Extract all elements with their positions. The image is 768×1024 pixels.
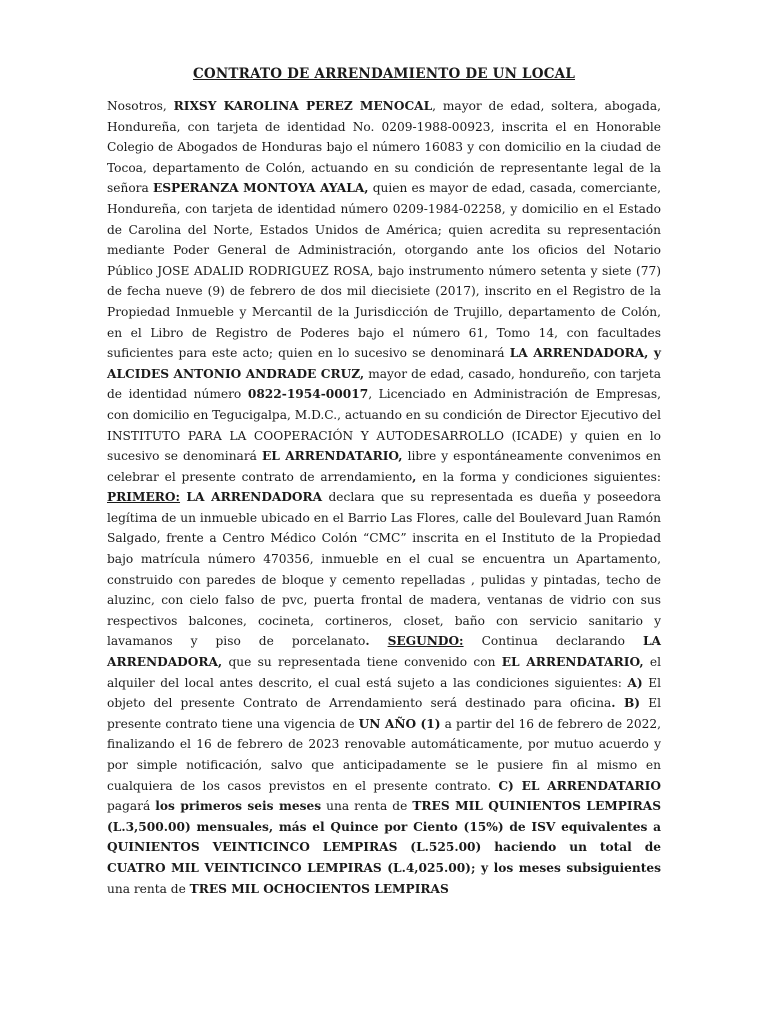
text-run: Continua declarando: [463, 634, 643, 649]
text-run: ,: [412, 469, 417, 484]
text-run: . B): [611, 696, 641, 711]
text-run: una renta de: [107, 881, 190, 896]
text-run: , mayor de edad, soltera, abogada, Hondureña, con tarjeta de identidad No. 0209-1988-00923, inscrita el en Honorable Colegio de Abogados de Honduras bajo el número 16083 y con domicilio en la ciudad de Tocoa, departamento de Colón, actuando en su condición de representante legal de la señora: [107, 99, 661, 196]
text-run: EL ARRENDATARIO,: [261, 449, 403, 464]
text-run: pagará: [107, 799, 156, 814]
text-run: UN AÑO (1): [358, 716, 441, 731]
text-run: ESPERANZA MONTOYA AYALA,: [152, 181, 369, 196]
text-run: A): [627, 675, 643, 690]
text-run: libre y espontáneamente convenimos en celebrar el presente contrato de arrendamiento: [107, 449, 661, 484]
text-run: El objeto del presente Contrato de Arrendamiento será destinado para oficina: [107, 675, 661, 711]
text-run: mayor de edad, casado, hondureño, con tarjeta de identidad número: [107, 366, 661, 402]
document-title: CONTRATO DE ARRENDAMIENTO DE UN LOCAL: [192, 66, 576, 82]
text-run: .: [365, 634, 370, 649]
text-run: TRES MIL QUINIENTOS LEMPIRAS (L.3,500.00) mensuales, más el Quince por Ciento (15%) de ISV equivalentes a QUINIENTOS VEINTICINCO LEMPIRAS (L.525.00) haciendo un total de CUATRO MIL VEINTICINCO LEMPIRAS (L.4,025.00); y los meses subsiguientes: [107, 799, 662, 875]
text-run: declara que su representada es dueña y poseedora legítima de un inmueble ubicado en el Barrio Las Flores, calle del Boulevard Juan Ramón Salgado, frente a Centro Médico Colón “CMC” inscrita en el Instituto de la Propiedad bajo matrícula número 470356, inmueble en el cual se encuentra un Apartamento, construido con paredes de bloque y cemento repelladas , pulidas y pintadas, techo de aluzinc, con cielo falso de pvc, puerta frontal de madera, ventanas de vidrio con sus respectivos balcones, cocineta, cortineros, closet, baño con servicio sanitario y lavamanos y piso de porcelanato: [107, 490, 661, 649]
text-run: EL ARRENDATARIO,: [501, 655, 644, 670]
text-run: los primeros seis meses: [155, 799, 322, 814]
text-run: LA ARRENDADORA, y ALCIDES ANTONIO ANDRADE CRUZ,: [107, 346, 661, 381]
text-run: en la forma y condiciones siguientes:: [416, 469, 661, 484]
text-run: el alquiler del local antes descrito, el cual está sujeto a las condiciones siguientes:: [107, 655, 661, 690]
text-run: SEGUNDO:: [387, 634, 464, 649]
text-run: TRES MIL OCHOCIENTOS LEMPIRAS: [189, 881, 449, 896]
text-run: El presente contrato tiene una vigencia de: [107, 696, 661, 731]
text-run: PRIMERO:: [107, 490, 181, 505]
text-run: 0822-1954-00017: [247, 387, 369, 402]
document-content: [107, 66, 661, 899]
text-run: una renta de: [321, 799, 413, 814]
text-run: [370, 634, 388, 648]
text-run: C) EL ARRENDATARIO: [498, 778, 661, 793]
text-run: LA ARRENDADORA: [186, 490, 323, 505]
text-run: a partir del 16 de febrero de 2022, finalizando el 16 de febrero de 2023 renovable automáticamente, por mutuo acuerdo y por simple notificación, salvo que anticipadamente se le pusiere fin al mismo en cualquiera de los casos previstos en el presente contrato.: [107, 716, 662, 793]
text-run: quien es mayor de edad, casada, comerciante, Hondureña, con tarjeta de identidad número 0209-1984-02258, y domicilio en el Estado de Carolina del Norte, Estados Unidos de América; quien acredita su representación mediante Poder General de Administración, otorgando ante los oficios del Notario Público JOSE ADALID RODRIGUEZ ROSA, bajo instrumento número setenta y siete (77) de fecha nueve (9) de febrero de dos mil diecisiete (2017), inscrito en el Registro de la Propiedad Inmueble y Mercantil de la Jurisdicción de Trujillo, departamento de Colón, en el Libro de Registro de Poderes bajo el número 61, Tomo 14, con facultades suficientes para este acto; quien en lo sucesivo se denominará: [107, 181, 661, 361]
text-run: , Licenciado en Administración de Empresas, con domicilio en Tegucigalpa, M.D.C., actuando en su condición de Director Ejecutivo del INSTITUTO PARA LA COOPERACIÓN Y AUTODESARROLLO (ICADE) y quien en lo sucesivo se denominará: [107, 387, 661, 464]
contract-body-paragraph: [107, 96, 661, 899]
text-run: Nosotros,: [107, 99, 174, 113]
text-run: LA ARRENDADORA,: [107, 634, 661, 670]
text-run: RIXSY KAROLINA PEREZ MENOCAL: [173, 99, 433, 113]
text-run: que su representada tiene convenido con: [222, 655, 502, 670]
